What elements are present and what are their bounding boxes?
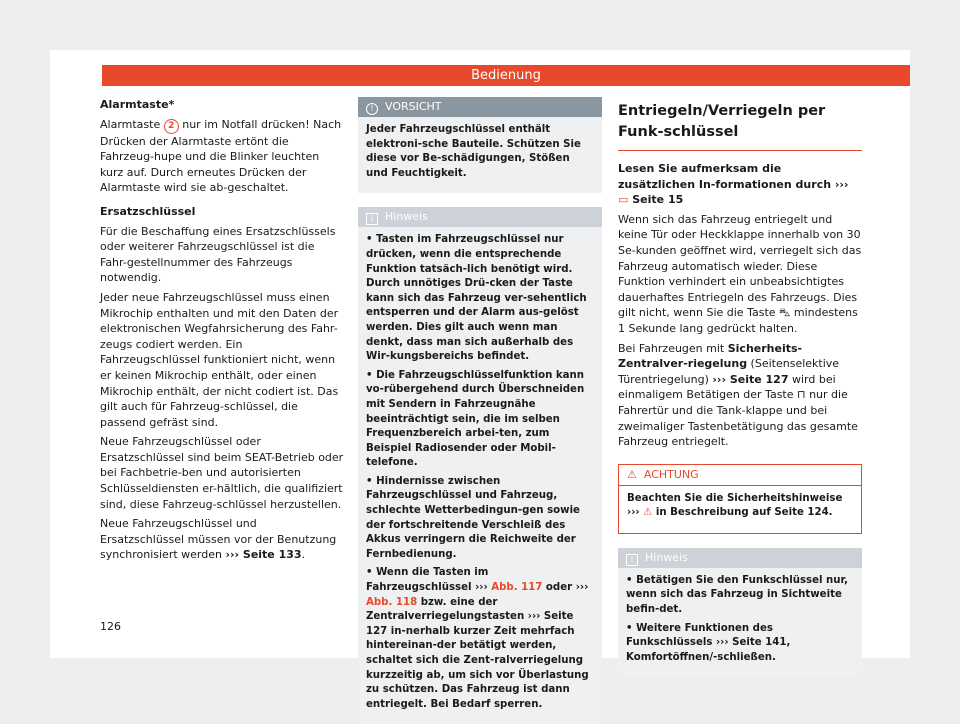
paragraph-1: Für die Beschaffung eines Ersatzschlüssels oder weiterer Fahrzeugschlüssel ist die Fahr-gestellnummer des Fahrzeugs notwendig. <box>100 224 336 285</box>
p2-text: Bei Fahrzeugen mit <box>618 341 728 355</box>
hinweis-body <box>358 227 602 724</box>
callout-number: 2 <box>164 119 179 134</box>
lock-icon: ⊓ <box>797 388 806 402</box>
lead-paragraph <box>618 161 862 208</box>
bullet-text: Die Fahrzeugschlüsselfunktion kann vo-rübergehend durch Überschneiden mit Sendern in Fahrzeugnähe beeinträchtigt sein, die im selben Frequenzbereich arbei-ten, zum Beispiel Radiosender oder Mobil-telefone. <box>366 369 585 469</box>
p1-text: Wenn sich das Fahrzeug entriegelt und keine Tür oder Heckklappe innerhalb von 30 Se-kunden geöffnet wird, verriegelt sich das Fahrzeug automatisch wieder. Diese Funktion verhindert ein unbeabsichtigtes dauerhaftes Entriegeln des Fahrzeugs. Dies gilt nicht, wenn Sie die Taste <box>618 212 862 320</box>
bullet-text: oder ››› <box>542 582 589 594</box>
p4-text: Neue Fahrzeugschlüssel und Ersatzschlüssel müssen vor der Benutzung synchronisiert werden <box>100 517 337 562</box>
column-middle <box>358 97 602 724</box>
paragraph-1 <box>618 212 862 337</box>
info-circle-icon: ! <box>366 103 378 115</box>
info-square-icon: i <box>626 554 638 566</box>
page-reference-link[interactable]: Seite 15 <box>628 193 684 207</box>
vorsicht-header <box>358 97 602 117</box>
hinweis-box-right <box>618 548 862 678</box>
achtung-header <box>619 465 861 486</box>
bullet-item: • Weitere Funktionen des Funkschlüssels ››› Seite 141, Komfortöffnen/-schließen. <box>626 622 791 663</box>
hinweis-title: Hinweis <box>385 210 428 224</box>
vorsicht-box <box>358 97 602 193</box>
car-unlock-icon: ⛍ <box>779 306 791 320</box>
book-icon: ▭ <box>618 193 629 207</box>
section-title: Entriegeln/Verriegeln per Funk-schlüssel <box>618 97 862 151</box>
bullet-text: bzw. eine der Zentralverriegelungstasten ››› Seite 127 in-nerhalb kurzer Zeit mehrfach hintereinan-der betätigt werden, schaltet sich die Zent-ralverriegelung kurzzeitig ab, um sich vor Überlastung zu schützen. Das Fahrzeug ist dann entriegelt. Bei Bedarf sperren. <box>366 596 589 710</box>
achtung-text <box>627 492 853 521</box>
bullet-item: • Die Fahrzeugschlüsselfunktion kann vo-rübergehend durch Überschneiden mit Sendern in Fahrzeugnähe beeinträchtigt sein, die im selben Frequenzbereich arbei-ten, zum Beispiel Radiosender oder Mobil-telefone. <box>366 369 585 469</box>
paragraph-alarmtaste <box>100 117 344 196</box>
bullet-item: • Tasten im Fahrzeugschlüssel nur drücken, wenn die entsprechende Funktion tatsäch-lich benötigt wird. Durch unnötiges Drü-cken der Taste kann sich das Fahrzeug ver-sehentlich entsperren und der Alarm aus-gelöst werden. Dies gilt auch wenn man denkt, dass man sich außerhalb des Wir-kungsbereichs befindet. <box>366 234 587 363</box>
warning-triangle-icon: ⚠ <box>643 507 653 519</box>
column-right <box>618 97 862 677</box>
p2-text-b: nur die Fahrertür und die Tank-klappe und bei zweimaliger Tastenbetätigung das gesamte Fahrzeug entriegelt. <box>618 388 858 449</box>
heading-alarmtaste: Alarmtaste* <box>100 98 175 111</box>
hinweis-body <box>618 568 862 678</box>
lead-text: Lesen Sie aufmerksam die zusätzlichen In-formationen durch ››› <box>618 162 849 191</box>
bullet-text: Tasten im Fahrzeugschlüssel nur drücken, wenn die entsprechende Funktion tatsäch-lich benötigt wird. Durch unnötiges Drü-cken der Taste kann sich das Fahrzeug ver-sehentlich entsperren und der Alarm aus-gelöst werden. Dies gilt auch wenn man denkt, dass man sich außerhalb des Wir-kungsbereichs befindet. <box>366 234 587 363</box>
hinweis-header <box>358 207 602 227</box>
page <box>50 50 910 710</box>
figure-reference-link[interactable]: Abb. 117 <box>491 582 543 594</box>
paragraph-3: Neue Fahrzeugschlüssel oder Ersatzschlüssel sind beim SEAT-Betrieb oder bei Fachbetrie-ben und autorisierten Schlüsseldiensten er-hältlich, die qualifiziert sind, diese Fahrzeug-schlüssel herzustellen. <box>100 435 344 511</box>
hinweis-box <box>358 207 602 724</box>
hinweis-title: Hinweis <box>645 550 688 564</box>
achtung-text-post: in Beschreibung auf Seite 124. <box>652 507 833 519</box>
alarm-text-pre: Alarmtaste <box>100 117 161 131</box>
p1-text-end: mindestens 1 Sekunde lang gedrückt halten. <box>618 306 858 335</box>
bullet-item: • Betätigen Sie den Funkschlüssel nur, wenn sich das Fahrzeug in Sichtweite befin-det. <box>626 574 848 616</box>
achtung-box <box>618 464 862 534</box>
info-square-icon: i <box>366 213 378 225</box>
figure-reference-link[interactable]: Abb. 118 <box>366 596 418 608</box>
vorsicht-body <box>358 117 602 193</box>
hinweis-header <box>618 548 862 568</box>
page-number: 126 <box>100 620 121 633</box>
achtung-title: ACHTUNG <box>643 467 699 481</box>
p2-text-a: wird bei einmaligem Betätigen der Taste <box>618 372 836 402</box>
bullet-text: Weitere Funktionen des Funkschlüssels ››› Seite 141, Komfortöffnen/-schließen. <box>626 622 791 663</box>
paragraph-2: Jeder neue Fahrzeugschlüssel muss einen Mikrochip enthalten und mit den Daten der elektronischen Wegfahrsicherung des Fahr-zeugs codiert werden. Ein Fahrzeugschlüssel funktioniert nicht, wenn er keinen Mikrochip enthält, oder einen Mikrochip enthält, der nicht codiert ist. Das gilt auch für Fahrzeug-schlüssel, die passend gefräst sind. <box>100 290 339 429</box>
page-reference-link[interactable]: ››› Seite 127 <box>712 372 789 386</box>
p2-bold: Sicherheits-Zentralver-riegelung <box>618 341 803 371</box>
vorsicht-title: VORSICHT <box>385 100 442 113</box>
p4-end: . <box>301 548 306 562</box>
achtung-text-pre: Beachten Sie die Sicherheitshinweise ››› <box>627 492 843 519</box>
p2-mid: (Seitenselektive Türentriegelung) <box>618 357 840 386</box>
alarm-text-post: nur im Notfall drücken! Nach Drücken der Alarmtaste ertönt die Fahrzeug-hupe und die Blinker leuchten kurz auf. Durch erneutes Drücken der Alarmtaste wird sie ab-geschaltet. <box>100 117 342 195</box>
achtung-body <box>619 486 861 533</box>
paragraph-4 <box>100 516 344 563</box>
bullet-text: Hindernisse zwischen Fahrzeugschlüssel und Fahrzeug, schlechte Wetterbedingun-gen sowie der fortschreitende Verschleiß des Akkus verringern die Reichweite der Fernbedienung. <box>366 475 580 560</box>
bullet-text: Wenn die Tasten im Fahrzeugschlüssel ››› <box>366 567 492 594</box>
section-header: Bedienung <box>102 65 910 86</box>
bullet-text: Betätigen Sie den Funkschlüssel nur, wenn sich das Fahrzeug in Sichtweite befin-det. <box>626 574 848 616</box>
bullet-item: • Wenn die Tasten im Fahrzeugschlüssel ››› Abb. 117 oder ››› Abb. 118 bzw. eine der Zentralverriegelungstasten ››› Seite 127 in-nerhalb kurzer Zeit mehrfach hintereinan-der betätigt werden, schaltet sich die Zent-ralverriegelung kurzzeitig ab, um sich vor Überlastung zu schützen. Das Fahrzeug ist dann entriegelt. Bei Bedarf sperren. <box>366 567 589 710</box>
column-left <box>100 97 344 567</box>
heading-ersatzschluessel: Ersatzschlüssel <box>100 204 196 218</box>
vorsicht-text: Jeder Fahrzeugschlüssel enthält elektroni-sche Bauteile. Schützen Sie diese vor Be-schädigungen, Stößen und Feuchtigkeit. <box>366 124 581 179</box>
warning-triangle-icon: ⚠ <box>627 467 637 481</box>
paragraph-2 <box>618 341 862 450</box>
page-reference-link[interactable]: ››› Seite 133 <box>225 548 302 562</box>
bullet-item: • Hindernisse zwischen Fahrzeugschlüssel und Fahrzeug, schlechte Wetterbedingun-gen sowie der fortschreitende Verschleiß des Akkus verringern die Reichweite der Fernbedienung. <box>366 475 580 560</box>
